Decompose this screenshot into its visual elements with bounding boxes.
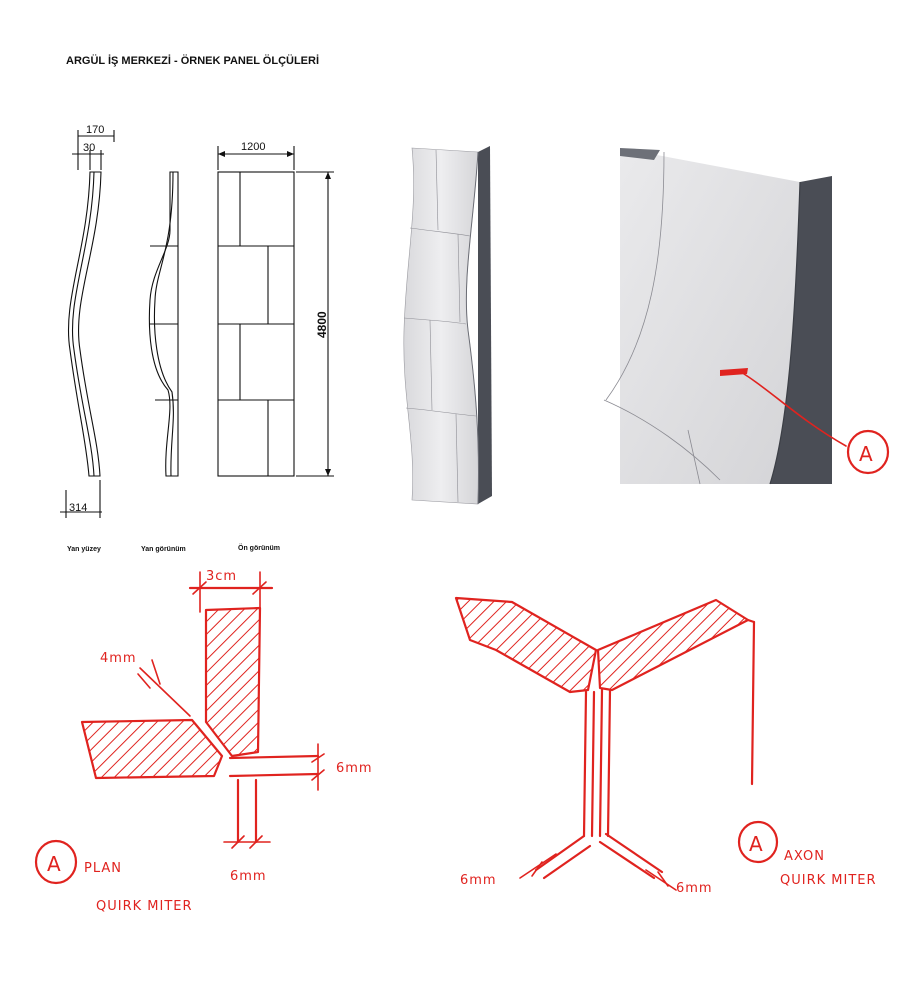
callout-letter-plan: A: [47, 852, 61, 876]
caption-side-surface: Yan yüzey: [67, 546, 101, 553]
dim-4800: 4800: [315, 311, 329, 338]
plan-label-line2: QUIRK MITER: [96, 899, 193, 914]
axon-dim-6mm-right: 6mm: [676, 881, 713, 896]
plan-dim-6mm-right: 6mm: [336, 761, 373, 776]
plan-dim-3cm: 3cm: [206, 569, 238, 584]
axon-label-line2: QUIRK MITER: [780, 873, 877, 888]
plan-dim-4mm: 4mm: [100, 651, 137, 666]
callout-letter-axon: A: [749, 832, 763, 856]
plan-label-line1: PLAN: [84, 861, 122, 876]
plan-sketch: [36, 569, 373, 914]
dim-314: 314: [69, 502, 88, 514]
caption-side-view: Yan görünüm: [141, 546, 186, 553]
axon-sketch: [456, 598, 877, 896]
plan-dim-6mm-bottom: 6mm: [230, 869, 267, 884]
side-surface-drawing: [60, 124, 114, 518]
axon-dim-6mm-left: 6mm: [460, 873, 497, 888]
callout-letter-render: A: [859, 442, 873, 466]
axon-label-line1: AXON: [784, 849, 825, 864]
caption-front-view: Ön görünüm: [238, 545, 280, 552]
front-view-drawing: [218, 141, 334, 476]
dim-30: 30: [83, 142, 96, 154]
side-view-drawing: [149, 172, 178, 476]
closeup-render: [604, 148, 832, 484]
dim-170: 170: [86, 124, 105, 136]
sheet-title: ARGÜL İŞ MERKEZİ - ÖRNEK PANEL ÖLÇÜLERİ: [66, 55, 320, 67]
panel-3d-render: [404, 146, 492, 504]
dim-1200: 1200: [241, 141, 266, 153]
